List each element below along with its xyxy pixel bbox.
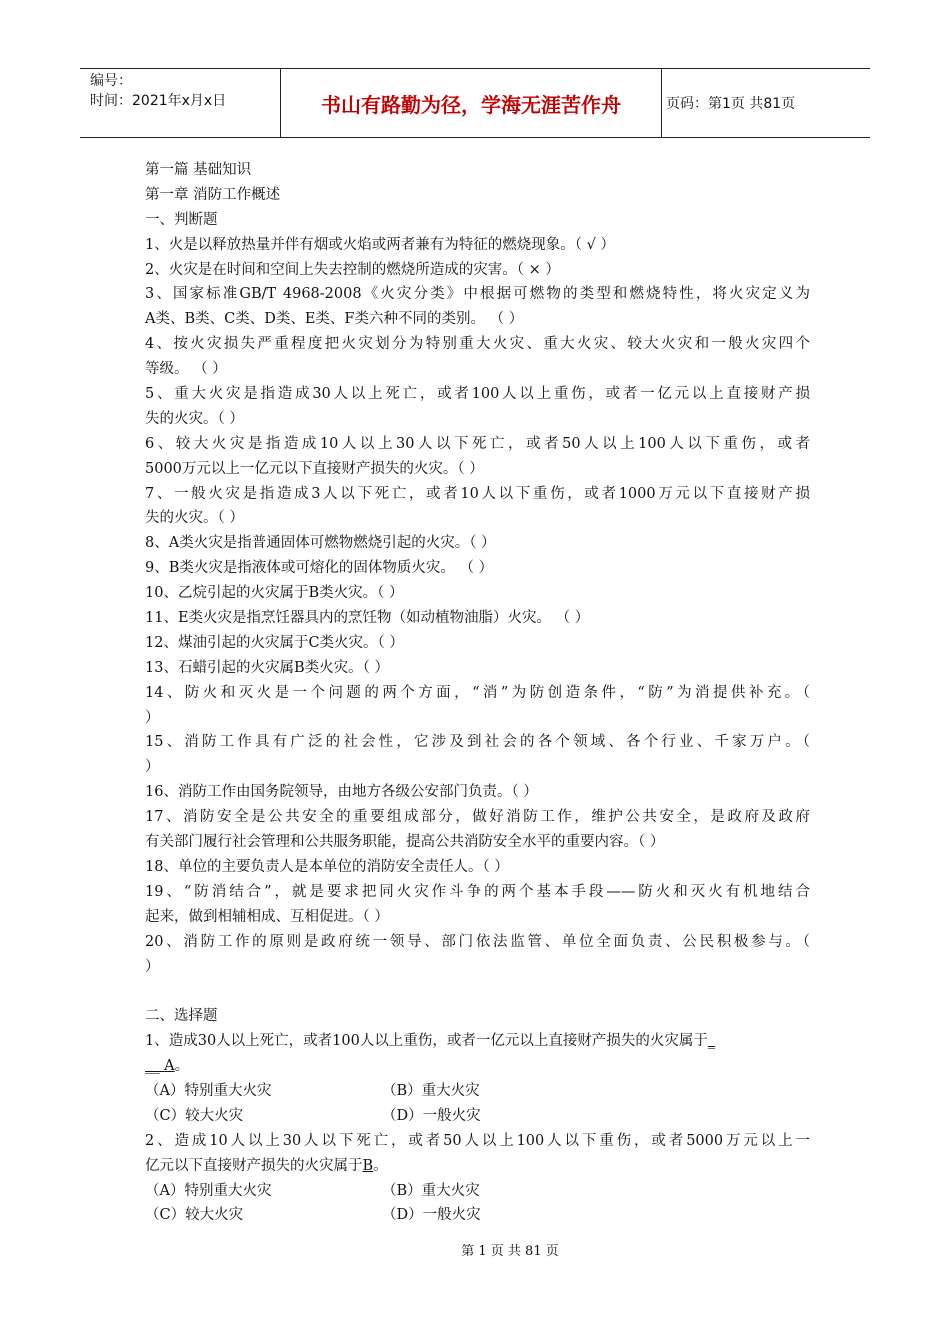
q1-options-row-1: [145, 1079, 810, 1104]
tf-question-line: 起来，做到相辅相成、互相促进。（ ）: [145, 908, 389, 925]
q2-answer: B: [362, 1157, 374, 1174]
q1-option-c: （C）较大火灾: [145, 1107, 244, 1124]
tf-question-line: 18、单位的主要负责人是本单位的消防安全责任人。（ ）: [145, 858, 509, 875]
q2-option-a: （A）特别重大火灾: [145, 1182, 272, 1199]
tf-question-line: ）: [145, 759, 160, 776]
tf-question: [145, 805, 810, 855]
tf-question-line: A类、B类、C类、D类、E类、F类六种不同的类别。 （ ）: [145, 311, 524, 328]
tf-question-line: 1、火是以释放热量并伴有烟或火焰或两者兼有为特征的燃烧现象。（ √ ）: [145, 236, 615, 253]
tf-question-line: 17、消防安全是公共安全的重要组成部分，做好消防工作，维护公共安全，是政府及政府: [145, 809, 810, 826]
tf-question-line: 19、“防消结合”，就是要求把同火灾作斗争的两个基本手段——防火和灭火有机地结合: [145, 883, 810, 900]
q1-option-d: （D）一般火灾: [382, 1107, 481, 1124]
tf-question: [145, 681, 810, 731]
tf-question-line: 11、E类火灾是指烹饪器具内的烹饪物（如动植物油脂）火灾。 （ ）: [145, 610, 590, 627]
q2-options-row-1: [145, 1179, 810, 1204]
tf-question-line: 5000万元以上一亿元以下直接财产损失的火灾。（ ）: [145, 460, 484, 477]
tf-question-line: 3、国家标准GB/T 4968-2008《火灾分类》中根据可燃物的类型和燃烧特性，将火灾定义为: [145, 286, 810, 303]
tf-question: [145, 482, 810, 532]
tf-question: [145, 556, 810, 581]
tf-question-line: 2、火灾是在时间和空间上失去控制的燃烧所造成的灾害。（ × ）: [145, 261, 560, 278]
tf-question: [145, 780, 810, 805]
q2-options-row-2: [145, 1203, 810, 1228]
tf-question-line: 7、一般火灾是指造成3人以下死亡，或者10人以下重伤，或者1000万元以下直接财产损: [145, 485, 810, 502]
tf-question-line: 6、较大火灾是指造成10人以上30人以下死亡，或者50人以上100人以下重伤，或者: [145, 435, 810, 452]
tf-question-line: 失的火灾。（ ）: [145, 410, 244, 427]
tf-question-line: 12、煤油引起的火灾属于C类火灾。（ ）: [145, 634, 404, 651]
q1-answer: A: [164, 1058, 175, 1075]
q1-text: 1、造成30人以上死亡，或者100人以上重伤，或者一亿元以上直接财产损失的火灾属于: [145, 1033, 708, 1050]
question-1: [145, 1029, 810, 1129]
header-motto: 书山有路勤为径，学海无涯苦作舟: [281, 69, 662, 137]
tf-question-line: 失的火灾。（ ）: [145, 510, 244, 527]
tf-question-line: 8、A类火灾是指普通固体可燃物燃烧引起的火灾。（ ）: [145, 535, 496, 552]
q2-option-b: （B）重大火灾: [382, 1182, 480, 1199]
tf-question: [145, 656, 810, 681]
page-footer: 第 1 页 共 81 页: [461, 1244, 559, 1259]
q2-text-line-1: 2、造成10人以上30人以下死亡，或者50人以上100人以下重伤，或者5000万元以上一: [145, 1132, 810, 1149]
tf-question-line: 5、重大火灾是指造成30人以上死亡，或者100人以上重伤，或者一亿元以上直接财产损: [145, 386, 810, 403]
true-false-list: [145, 233, 810, 980]
tf-question: [145, 382, 810, 432]
tf-question-line: 10、乙烷引起的火灾属于B类火灾。（ ）: [145, 585, 404, 602]
q1-options-row-2: [145, 1104, 810, 1129]
tf-question: [145, 581, 810, 606]
q2-option-d: （D）一般火灾: [382, 1207, 481, 1224]
tf-question-line: 16、消防工作由国务院领导，由地方各级公安部门负责。（ ）: [145, 784, 538, 801]
section-title-choice: 二、选择题: [145, 1008, 218, 1025]
tf-question-line: 等级。 （ ）: [145, 361, 227, 378]
time-label: 时间：2021年x月x日: [90, 93, 227, 109]
tf-question-line: 15、消防工作具有广泛的社会性，它涉及到社会的各个领域、各个行业、千家万户。（: [145, 734, 810, 751]
tf-question: [145, 332, 810, 382]
blank-line: [145, 979, 810, 1004]
q1-blank-tail: _: [707, 1033, 716, 1050]
q1-option-b: （B）重大火灾: [382, 1082, 480, 1099]
chapter-title: 第一章 消防工作概述: [145, 186, 281, 203]
tf-question-line: 4、按火灾损失严重程度把火灾划分为特别重大火灾、重大火灾、较大火灾和一般火灾四个: [145, 336, 810, 353]
q2-end: 。: [373, 1157, 388, 1174]
tf-question-line: 14、防火和灭火是一个问题的两个方面，“消”为防创造条件，“防”为消提供补充。（: [145, 684, 810, 701]
header-table: [80, 68, 870, 138]
tf-question: [145, 531, 810, 556]
q2-text-line-2: 亿元以下直接财产损失的火灾属于: [145, 1157, 363, 1174]
q1-blank: [145, 1058, 175, 1074]
tf-question: [145, 930, 810, 980]
number-label: 编号：: [90, 73, 132, 89]
tf-question: [145, 233, 810, 258]
tf-question: [145, 432, 810, 482]
tf-question: [145, 258, 810, 283]
q1-option-a: （A）特别重大火灾: [145, 1082, 272, 1099]
q1-end: 。: [174, 1058, 190, 1075]
question-2: [145, 1129, 810, 1229]
part-title: 第一篇 基础知识: [145, 162, 252, 178]
tf-question-line: 有关部门履行社会管理和公共服务职能，提高公共消防安全水平的重要内容。（ ）: [145, 834, 665, 851]
header-page-label: 页码：第1页 共81页: [666, 96, 796, 112]
tf-question-line: 9、B类火灾是指液体或可熔化的固体物质火灾。 （ ）: [145, 560, 494, 577]
q1-blank-pre: __: [145, 1058, 160, 1075]
tf-question: [145, 880, 810, 930]
section-title-true-false: 一、判断题: [145, 211, 218, 228]
tf-question-line: ）: [145, 958, 160, 975]
tf-question: [145, 855, 810, 880]
tf-question-line: 13、石蜡引起的火灾属B类火灾。（ ）: [145, 659, 389, 676]
q2-option-c: （C）较大火灾: [145, 1207, 244, 1224]
header-meta: [80, 69, 281, 137]
tf-question-line: 20、消防工作的原则是政府统一领导、部门依法监管、单位全面负责、公民积极参与。（: [145, 933, 810, 950]
tf-question: [145, 631, 810, 656]
tf-question-line: ）: [145, 709, 160, 726]
tf-question: [145, 730, 810, 780]
tf-question: [145, 282, 810, 332]
document-body: [145, 158, 810, 1228]
tf-question: [145, 606, 810, 631]
